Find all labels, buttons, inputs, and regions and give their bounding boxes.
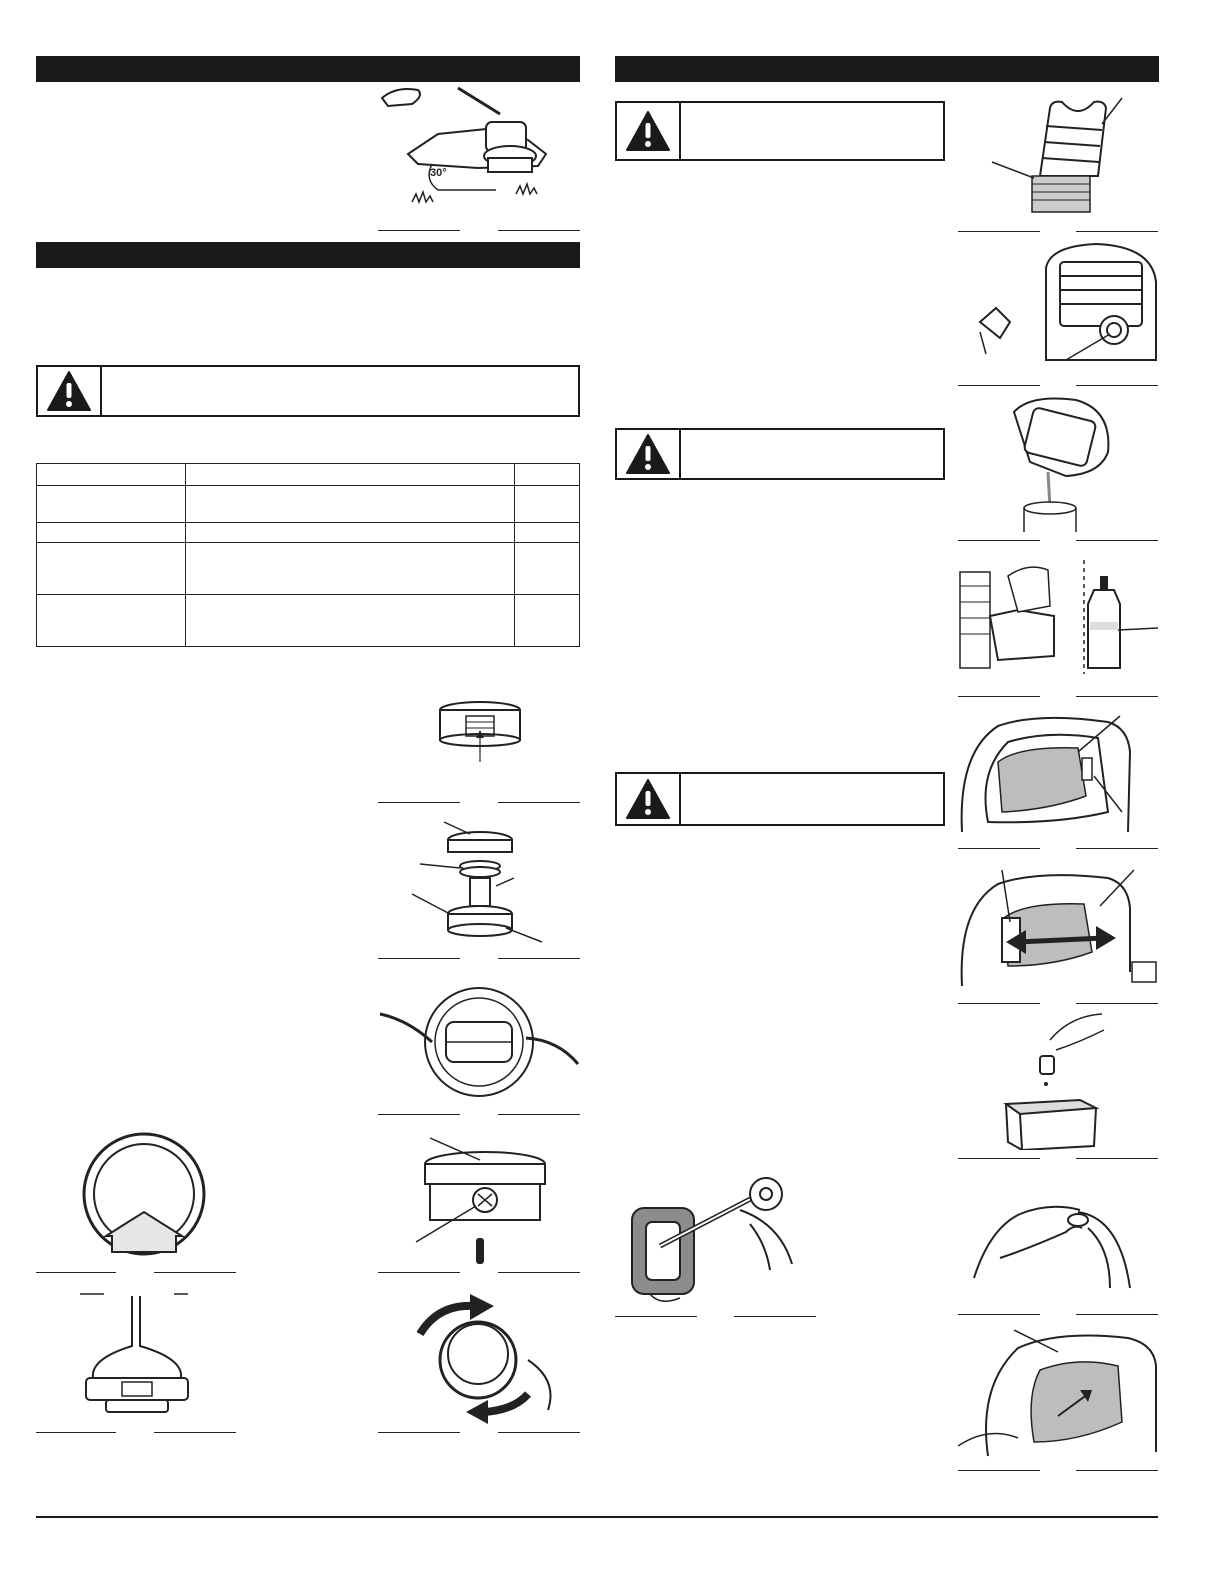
section-header-bar [36, 242, 580, 268]
figure-caption-line [378, 1114, 460, 1115]
warning-icon [625, 110, 671, 152]
section-header-bar [615, 56, 1159, 82]
warning-icon-cell [38, 367, 102, 415]
figure-caption-line [1076, 540, 1158, 541]
warning-icon-cell [617, 774, 681, 824]
rotate-spool-figure [398, 1290, 568, 1426]
figure-caption-line [958, 1314, 1040, 1315]
warning-icon-cell [617, 430, 681, 478]
warning-box [36, 365, 580, 417]
trimmer-angle-figure [378, 84, 580, 214]
warning-icon-cell [617, 103, 681, 159]
figure-caption-line [958, 385, 1040, 386]
warning-icon [625, 433, 671, 475]
squeeze-filter-figure [970, 1188, 1140, 1304]
spark-plug-boot-figure [990, 96, 1150, 220]
warning-box [615, 428, 945, 480]
figure-caption-line [1076, 696, 1158, 697]
figure-caption-line [1076, 1003, 1158, 1004]
drain-oil-figure [990, 392, 1130, 532]
figure-caption-line [958, 231, 1040, 232]
figure-caption-line [734, 1316, 816, 1317]
troubleshooting-table [36, 463, 580, 647]
figure-caption-line [378, 1432, 460, 1433]
figure-caption-line [36, 1272, 116, 1273]
figure-caption-line [958, 848, 1040, 849]
figure-caption-line [498, 958, 580, 959]
figure-caption-line [498, 230, 580, 231]
warning-icon [625, 778, 671, 820]
spool-bolt-figure [410, 1134, 560, 1270]
figure-caption-line [498, 1432, 580, 1433]
warning-icon [46, 370, 92, 412]
figure-caption-line [36, 1432, 116, 1433]
figure-caption-line [958, 696, 1040, 697]
air-filter-cover-figure [958, 712, 1158, 836]
figure-caption-line [615, 1316, 697, 1317]
figure-caption-line [1076, 1314, 1158, 1315]
spool-line-figure [378, 984, 580, 1102]
figure-caption-line [1076, 848, 1158, 849]
figure-caption-line [154, 1432, 236, 1433]
figure-caption-line [154, 1272, 236, 1273]
add-oil-figure [958, 556, 1158, 676]
figure-caption-line [958, 1470, 1040, 1471]
section-header-bar [36, 56, 580, 82]
figure-caption-line [498, 1114, 580, 1115]
oil-filter-figure [990, 1010, 1120, 1150]
figure-caption-line [1076, 1158, 1158, 1159]
figure-caption-line [958, 1003, 1040, 1004]
angle-label: 30° [430, 167, 447, 179]
engine-fill-cap-figure [966, 242, 1158, 372]
warning-box [615, 772, 945, 826]
figure-caption-line [1076, 231, 1158, 232]
figure-caption-line [378, 802, 460, 803]
figure-caption-line [378, 958, 460, 959]
remove-filter-figure [958, 862, 1158, 998]
figure-caption-line [378, 1272, 460, 1273]
install-filter-figure [958, 1326, 1158, 1462]
figure-caption-line [1076, 1470, 1158, 1471]
figure-caption-line [498, 1272, 580, 1273]
spool-ring-figure [72, 1132, 216, 1262]
spool-loop-figure [80, 1290, 210, 1420]
figure-caption-line [378, 230, 460, 231]
warning-box [615, 101, 945, 161]
figure-caption-line [498, 802, 580, 803]
spool-head-figure [430, 698, 530, 768]
footer-rule [36, 1516, 1158, 1518]
figure-caption-line [958, 1158, 1040, 1159]
figure-caption-line [958, 540, 1040, 541]
figure-caption-line [1076, 385, 1158, 386]
exploded-spool-figure [410, 814, 550, 944]
foam-filter-hand-figure [620, 1174, 810, 1306]
